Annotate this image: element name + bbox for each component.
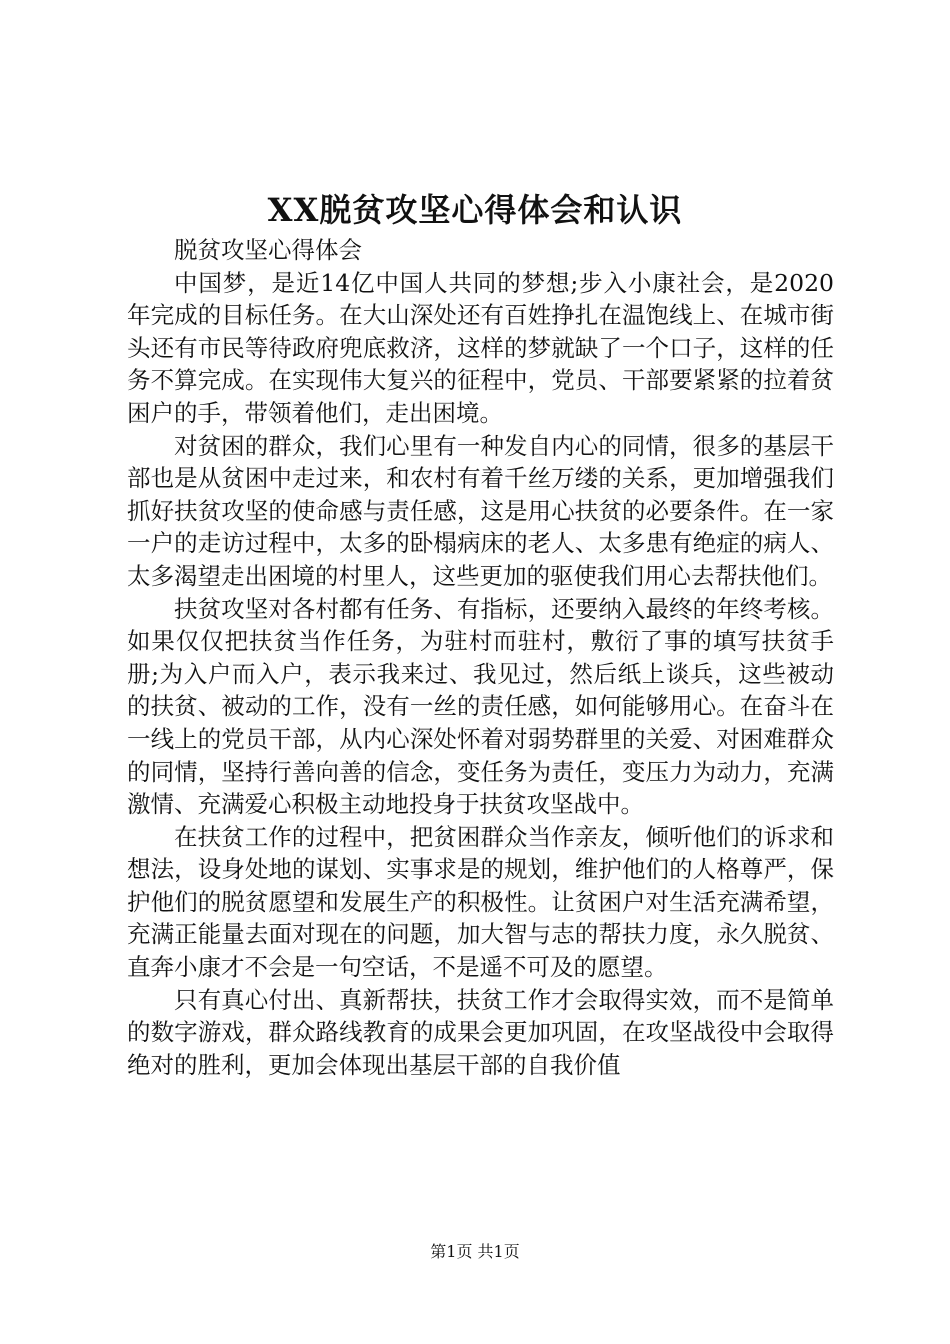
paragraph: 扶贫攻坚对各村都有任务、有指标，还要纳入最终的年终考核。如果仅仅把扶贫当作任务，为驻村而驻村，敷衍了事的填写扶贫手册;为入户而入户，表示我来过、我见过，然后纸上谈兵，这些被动的扶贫、被动的工作，没有一丝的责任感，如何能够用心。在奋斗在一线上的党员干部，从内心深处怀着对弱势群里的关爱、对困难群众的同情，坚持行善向善的信念，变任务为责任，变压力为动力，充满激情、充满爱心积极主动地投身于扶贫攻坚战中。 bbox=[127, 594, 834, 819]
paragraph: 对贫困的群众，我们心里有一种发自内心的同情，很多的基层干部也是从贫困中走过来，和农村有着千丝万缕的关系，更加增强我们抓好扶贫攻坚的使命感与责任感，这是用心扶贫的必要条件。在一家一户的走访过程中，太多的卧榻病床的老人、太多患有绝症的病人、太多渴望走出困境的村里人，这些更加的驱使我们用心去帮扶他们。 bbox=[127, 431, 834, 590]
document-body bbox=[127, 234, 834, 1081]
paragraph: 只有真心付出、真新帮扶，扶贫工作才会取得实效，而不是简单的数字游戏，群众路线教育的成果会更加巩固，在攻坚战役中会取得绝对的胜利，更加会体现出基层干部的自我价值 bbox=[127, 985, 834, 1079]
document-subtitle: 脱贫攻坚心得体会 bbox=[174, 236, 362, 264]
document-title: XX脱贫攻坚心得体会和认识 bbox=[267, 191, 683, 229]
paragraph: 在扶贫工作的过程中，把贫困群众当作亲友，倾听他们的诉求和想法，设身处地的谋划、实事求是的规划，维护他们的人格尊严，保护他们的脱贫愿望和发展生产的积极性。让贫困户对生活充满希望，充满正能量去面对现在的问题，加大智与志的帮扶力度，永久脱贫、直奔小康才不会是一句空话，不是遥不可及的愿望。 bbox=[127, 822, 834, 982]
page-number-footer: 第1页 共1页 bbox=[430, 1242, 520, 1261]
paragraph: 中国梦，是近14亿中国人共同的梦想;步入小康社会，是2020年完成的目标任务。在大山深处还有百姓挣扎在温饱线上、在城市街头还有市民等待政府兜底救济，这样的梦就缺了一个口子，这样的任务不算完成。在实现伟大复兴的征程中，党员、干部要紧紧的拉着贫困户的手，带领着他们，走出困境。 bbox=[127, 268, 834, 427]
